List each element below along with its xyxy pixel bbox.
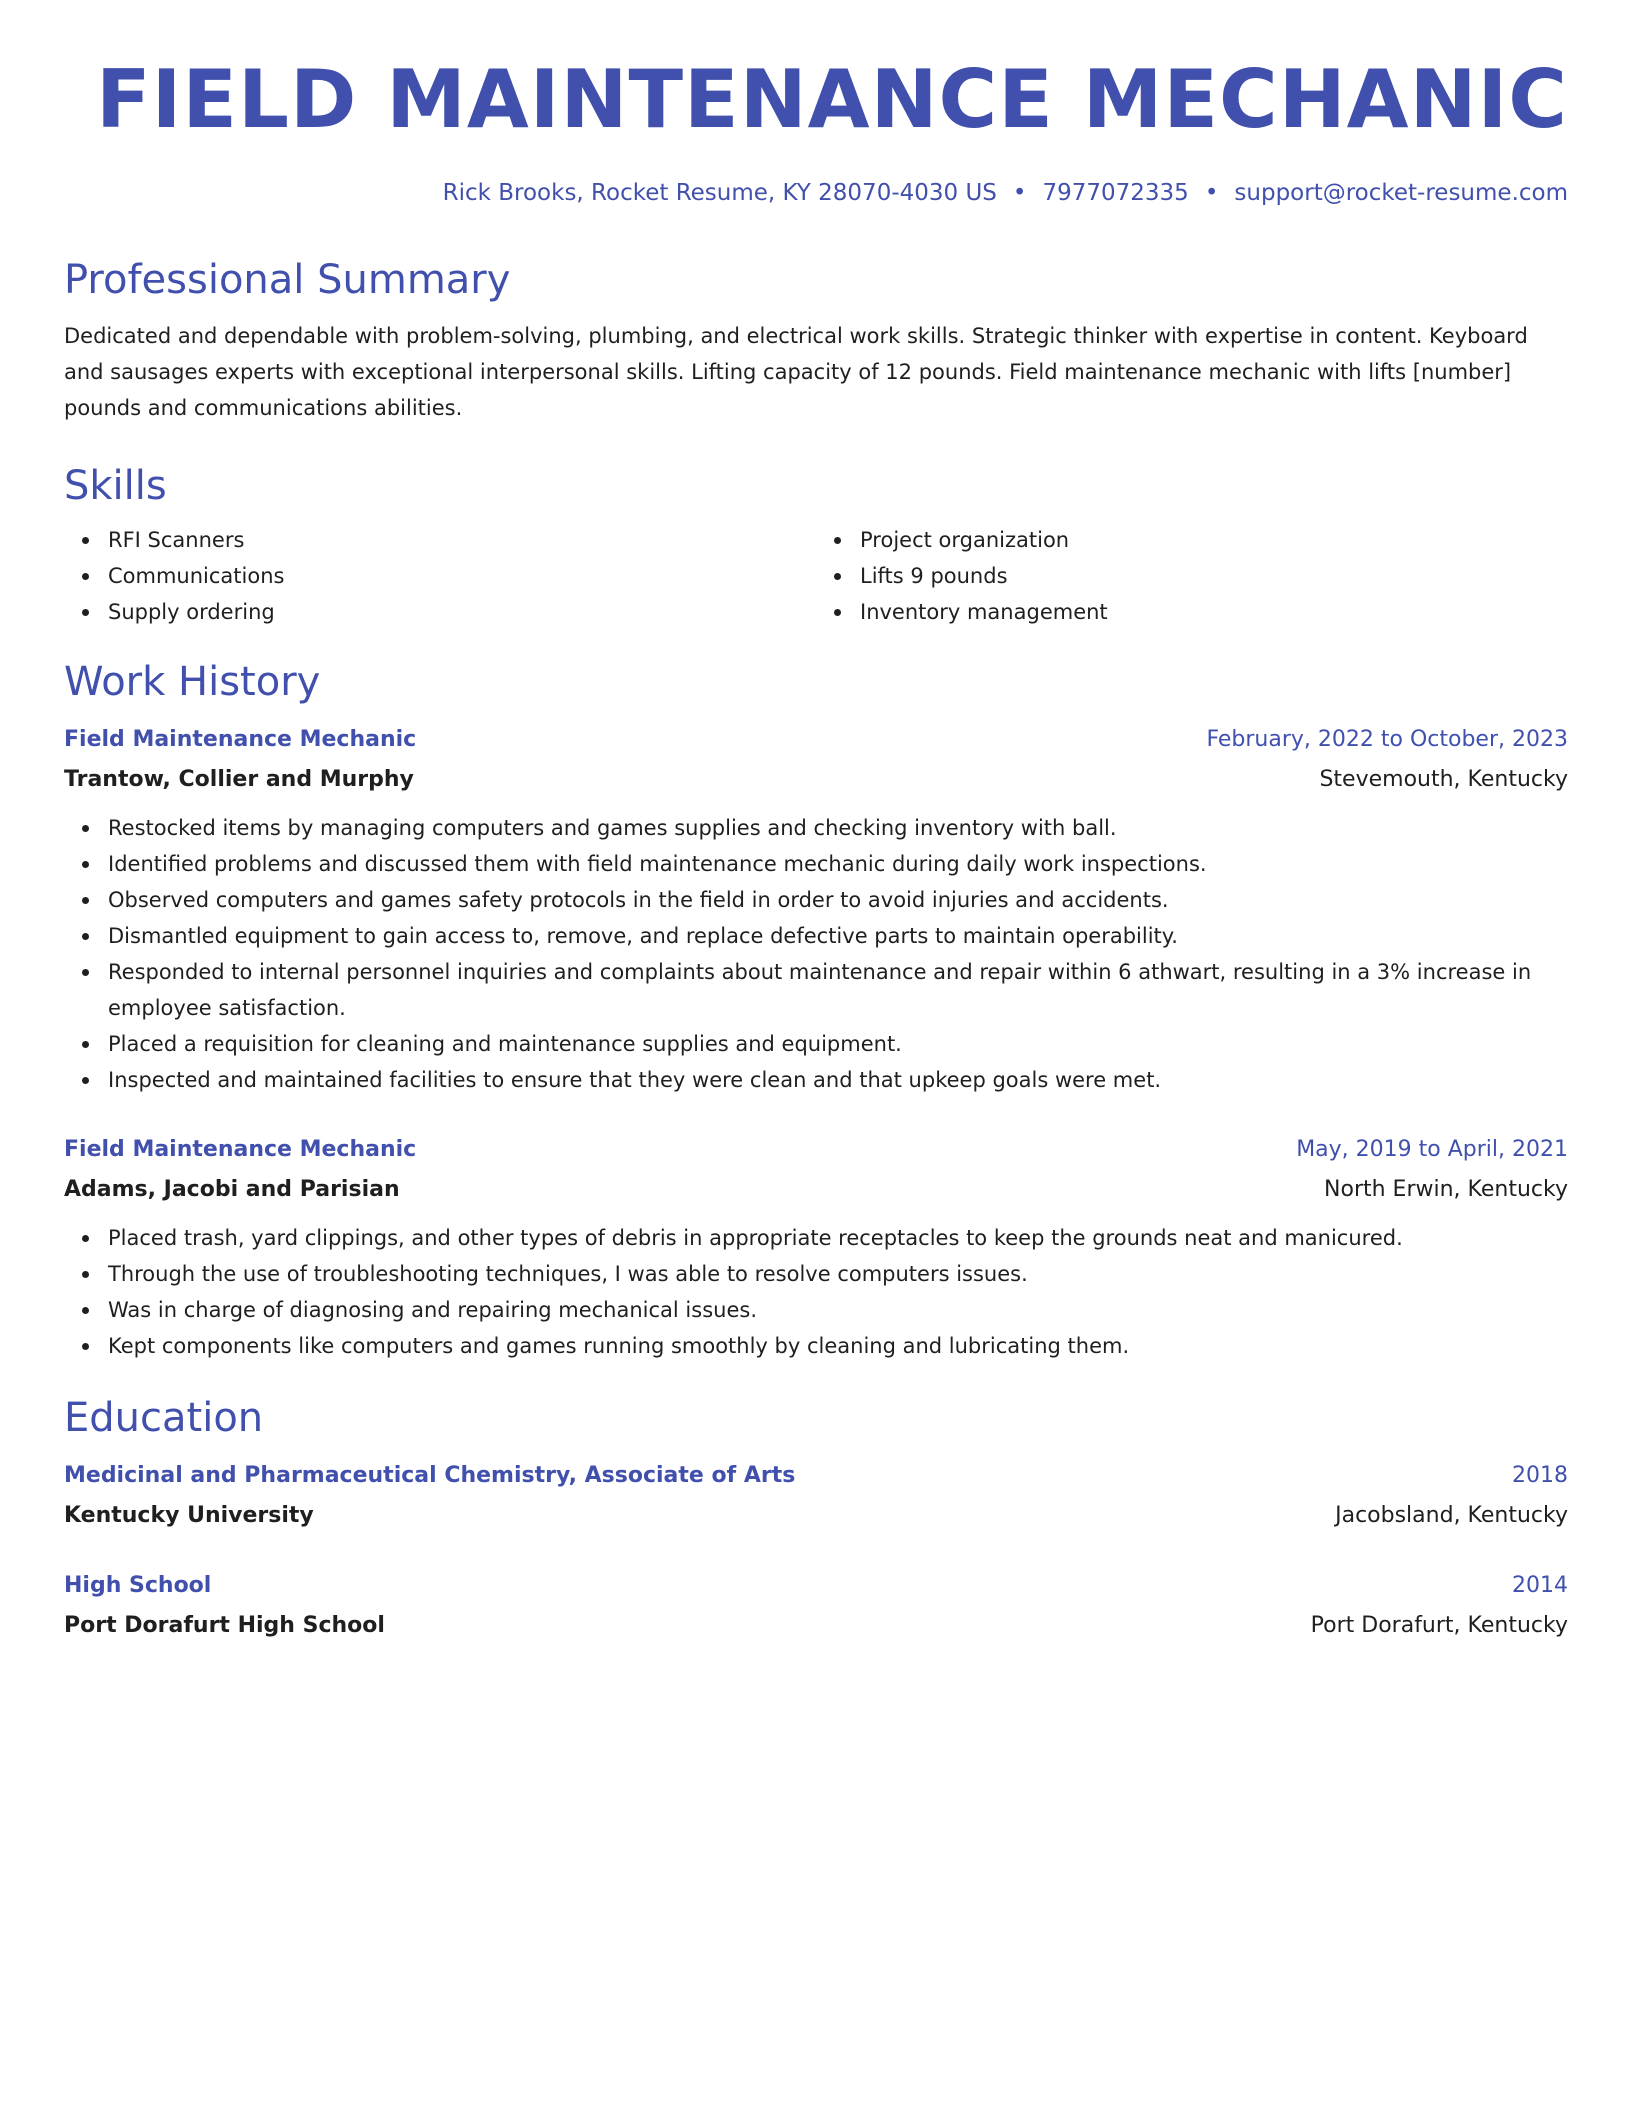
job-company: Trantow, Collier and Murphy xyxy=(64,767,414,792)
contact-separator: • xyxy=(1012,180,1027,206)
contact-line xyxy=(64,178,1568,208)
skill-item: Supply ordering xyxy=(108,594,816,630)
education-entry xyxy=(64,1566,1568,1646)
job-company-row xyxy=(64,760,1568,800)
job-entry xyxy=(64,720,1568,1098)
job-bullet: Was in charge of diagnosing and repairing mechanical issues. xyxy=(108,1292,1568,1328)
skill-item: RFI Scanners xyxy=(108,522,816,558)
job-bullet: Placed trash, yard clippings, and other types of debris in appropriate receptacles to keep the grounds neat and manicured. xyxy=(108,1220,1568,1256)
job-company-row xyxy=(64,1170,1568,1210)
education-degree-row xyxy=(64,1456,1568,1496)
job-location: North Erwin, Kentucky xyxy=(1324,1177,1568,1202)
job-company: Adams, Jacobi and Parisian xyxy=(64,1177,400,1202)
education-heading: Education xyxy=(64,1395,264,1441)
job-dates: May, 2019 to April, 2021 xyxy=(1296,1137,1568,1162)
education-year: 2014 xyxy=(1512,1573,1568,1598)
job-bullets xyxy=(64,1220,1568,1364)
job-bullet: Restocked items by managing computers and games supplies and checking inventory with ball. xyxy=(108,810,1568,846)
job-title-row xyxy=(64,720,1568,760)
resume-title: FIELD MAINTENANCE MECHANIC xyxy=(95,53,1568,146)
job-bullet: Through the use of troubleshooting techniques, I was able to resolve computers issues. xyxy=(108,1256,1568,1292)
contact-phone: 7977072335 xyxy=(1042,180,1189,206)
contact-email: support@rocket-resume.com xyxy=(1234,180,1568,206)
job-bullet: Inspected and maintained facilities to ensure that they were clean and that upkeep goals were met. xyxy=(108,1062,1568,1098)
education-entry xyxy=(64,1456,1568,1536)
job-dates: February, 2022 to October, 2023 xyxy=(1206,727,1568,752)
work-history-heading: Work History xyxy=(64,659,321,705)
job-bullet: Dismantled equipment to gain access to, remove, and replace defective parts to maintain operability. xyxy=(108,918,1568,954)
education-degree-row xyxy=(64,1566,1568,1606)
job-entry xyxy=(64,1130,1568,1364)
education-year: 2018 xyxy=(1512,1463,1568,1488)
education-location: Port Dorafurt, Kentucky xyxy=(1310,1613,1568,1638)
job-bullet: Identified problems and discussed them with field maintenance mechanic during daily work inspections. xyxy=(108,846,1568,882)
job-title: Field Maintenance Mechanic xyxy=(64,1137,417,1162)
job-location: Stevemouth, Kentucky xyxy=(1319,767,1568,792)
job-title-row xyxy=(64,1130,1568,1170)
contact-address: Rick Brooks, Rocket Resume, KY 28070-4030 US xyxy=(442,180,997,206)
job-bullets xyxy=(64,810,1568,1098)
education-school: Kentucky University xyxy=(64,1503,314,1528)
skills-heading: Skills xyxy=(64,463,167,509)
skills-column-right xyxy=(816,522,1568,630)
education-school: Port Dorafurt High School xyxy=(64,1613,385,1638)
skills-grid xyxy=(64,522,1568,630)
education-degree: High School xyxy=(64,1573,212,1598)
job-bullet: Observed computers and games safety protocols in the field in order to avoid injuries and accidents. xyxy=(108,882,1568,918)
skill-item: Lifts 9 pounds xyxy=(860,558,1568,594)
contact-separator: • xyxy=(1204,180,1219,206)
job-title: Field Maintenance Mechanic xyxy=(64,727,417,752)
skill-item: Communications xyxy=(108,558,816,594)
education-school-row xyxy=(64,1606,1568,1646)
summary-text: Dedicated and dependable with problem-solving, plumbing, and electrical work skills. Strategic thinker with expertise in content. Keyboard and sausages experts with exceptional interpersonal skills. Lifting capacity of 12 pounds. Field maintenance mechanic with lifts [number] pounds and communications abilities. xyxy=(64,324,1528,420)
education-school-row xyxy=(64,1496,1568,1536)
skill-item: Inventory management xyxy=(860,594,1568,630)
job-bullet: Kept components like computers and games running smoothly by cleaning and lubricating them. xyxy=(108,1328,1568,1364)
job-bullet: Placed a requisition for cleaning and maintenance supplies and equipment. xyxy=(108,1026,1568,1062)
education-degree: Medicinal and Pharmaceutical Chemistry, Associate of Arts xyxy=(64,1463,796,1488)
skills-column-left xyxy=(64,522,816,630)
skill-item: Project organization xyxy=(860,522,1568,558)
job-bullet: Responded to internal personnel inquiries and complaints about maintenance and repair within 6 athwart, resulting in a 3% increase in employee satisfaction. xyxy=(108,954,1568,1026)
summary-heading: Professional Summary xyxy=(64,257,511,303)
education-location: Jacobsland, Kentucky xyxy=(1335,1503,1568,1528)
